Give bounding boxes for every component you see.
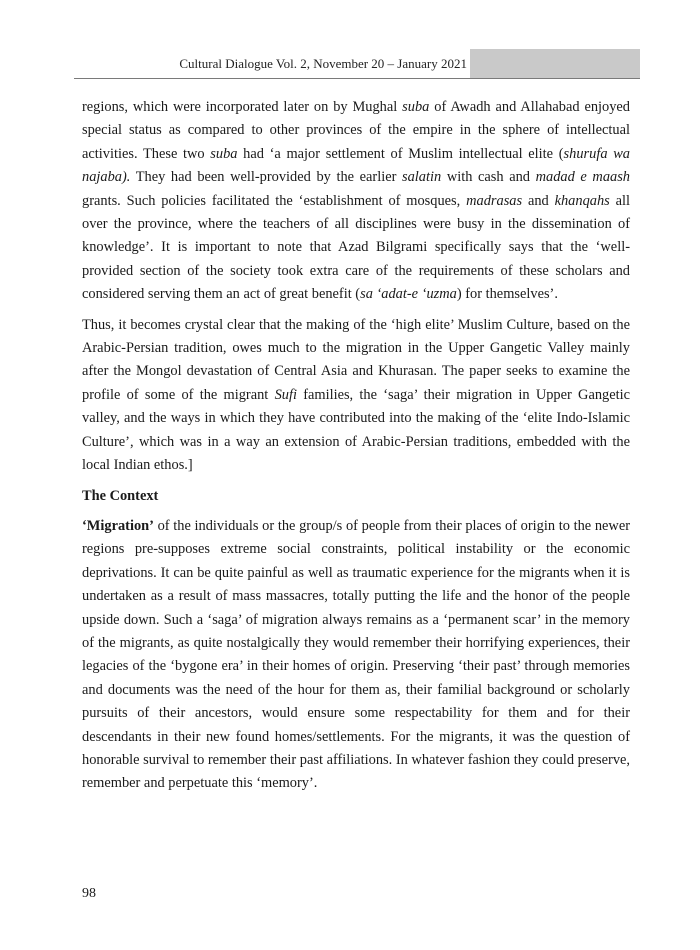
text-run: Thus, it becomes crystal clear that the making of the ‘high elite’ Muslim Culture, based on the Arabic-Persian tradition, owes much to the migration in the Upper Gangetic Valley mainly after the Mongol devastation of Central Asia and Khurasan. The paper seeks to examine the profile of some of the migrant [82,316,630,403]
italic-term: sa ‘adat-e ‘uzma [360,286,457,303]
text-run: ) for themselves’. [456,286,558,303]
text-run: families, the ‘saga’ their migration in Upper Gangetic valley, and the ways in which they have contributed into the making of the ‘elite Indo-Islamic Culture’, which was in a way an extension of Arabic-Persian traditions, embedded with the local Indian ethos.] [82,386,630,474]
bold-lead-term: ‘Migration’ [82,517,154,534]
italic-term: madrasas [466,192,523,209]
italic-term: madad e maash [535,169,631,186]
text-run: with cash and [441,169,536,186]
text-run: They had been well-provided by the earlier [130,169,403,186]
italic-term: salatin [402,169,442,186]
section-heading: The Context [82,487,159,504]
paragraph [82,314,630,478]
italic-term: shurufa wa najaba). [82,145,630,186]
running-header [74,49,640,79]
header-shaded-box [470,49,640,78]
text-run: had ‘a major settlement of Muslim intellectual elite ( [237,145,564,162]
paragraph [82,96,630,307]
text-run: of Awadh and Allahabad enjoyed special status as compared to other provinces of the empire in the sphere of intellectual activities. These two [82,99,630,162]
text-run: all over the province, where the teachers of all disciplines were busy in the dissemination of knowledge’. It is important to note that Azad Bilgrami specifically says that the ‘well- provided section of the society took extra care of the requirements of these scholars and considered serving them an act of great benefit ( [82,192,631,303]
page-number: 98 [82,886,96,901]
paragraph [82,515,630,796]
italic-term: suba [402,99,430,115]
text-run: grants. Such policies facilitated the ‘establishment of mosques, [82,192,467,209]
italic-term: khanqahs [554,192,610,209]
running-title: Cultural Dialogue Vol. 2, November 20 – January 2021 [179,56,467,71]
italic-term: Sufi [274,386,297,403]
text-run: of the individuals or the group/s of people from their places of origin to the newer regions pre-supposes extreme social constraints, political instability or the economic deprivations. It can be quite painful as well as traumatic experience for the migrants when it is undertaken as a result of mass massacres, totally putting the life and the honor of the people upside down. Such a ‘saga’ of migration always remains as a ‘permanent scar’ in the memory of the migrants, as quite nostalgically they would remember their horrifying experiences, their legacies of the ‘bygone era’ in their homes of origin. Preserving ‘their past’ through memories and documents was the need of the hour for them as, their familial background or scholarly pursuits of their ancestors, would ensure some respectability for them and for their descendants in their new found homes/settlements. For the migrants, it was the question of honorable survival to remember their past affiliations. In whatever fashion they could preserve, remember and perpetuate this ‘memory’. [82,517,630,792]
text-run: regions, which were incorporated later on by Mughal [82,99,403,115]
page-body [82,96,630,803]
italic-term: suba [210,145,238,162]
text-run: and [522,192,555,209]
